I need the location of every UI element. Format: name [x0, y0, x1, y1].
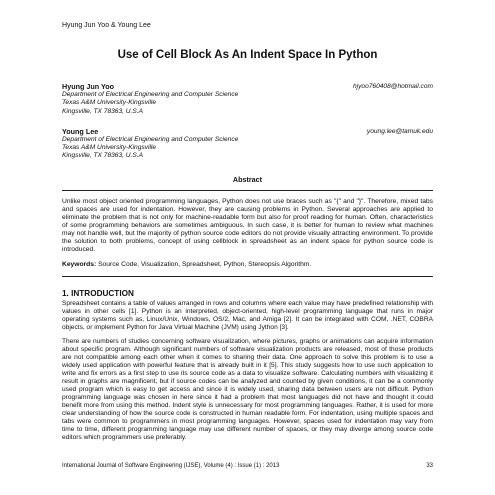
author-affiliation-line: Department of Electrical Engineering and Computer Science	[62, 91, 239, 99]
author-email[interactable]: hjyoo760408@hotmail.com	[352, 83, 433, 90]
author-affiliation-line: Texas A&M University-Kingsville	[62, 144, 157, 152]
divider	[62, 276, 433, 277]
abstract-heading: Abstract	[232, 174, 263, 184]
author-name: Young Lee	[62, 126, 99, 136]
divider	[62, 190, 433, 191]
author-email[interactable]: young.lee@tamuk.edu	[366, 127, 433, 135]
keywords-label: Keywords:	[62, 261, 97, 269]
page-number: 33	[426, 463, 433, 469]
author-name: Hyung Jun Yoo	[62, 82, 115, 91]
keywords-line	[62, 261, 433, 269]
author-block-2	[62, 128, 433, 161]
footer-journal: International Journal of Software Engineering (IJSE), Volume (4) : Issue (1) : 2013	[62, 463, 280, 469]
page-footer	[62, 463, 433, 469]
running-head: Hyung Jun Yoo & Young Lee	[62, 22, 151, 29]
body-paragraph: There are numbers of studies concerning software visualization, where pictures, graphs or animations can acquire information about specific program. Although significant numbers of software visualization products are released, most of those products are not compatible among each other when it comes to sharing their data. One approach to solve this problem is to use a widely used application with powerful feature that is already built in it [5]. This study suggests how to use such application to write and fix errors as a first step to use its source code as a data to visualize software. Calculating numbers with visualizing it result in graphs are magnificent, but if source codes can be analyzed and counted by given conditions, it can be a commonly used program which is easy to get access and since it is widely used, sharing data between users are not difficult. Python programming language was chosen in here since it had a problem that most languages did not have and thought it could benefit more from using this method. Indent style is unnecessary for most programming languages. Rather, it is used for more clear understanding of how the source code is constructed in human readable form. For indentation, using multiple spaces and tabs were common to programmers in most programming languages. However, spaces used for indentation may vary from time to time, different programming language may use different number of spaces, or they may diverge among source code editors which programmers use preferably.	[62, 338, 433, 441]
body-paragraph: Spreadsheet contains a table of values arranged in rows and columns where each value may have predefined relationship with values in other cells [1]. Python is an interpreted, object-oriented, high-level programming language that runs in major operating systems such as, Linux/Unix, Windows, OS/2, Mac, and Amiga [2]. It can be integrated with COM, .NET, COBRA objects, or implement Python for Java Virtual Machine (JVM) using Jython [3].	[62, 300, 433, 332]
author-block-1	[62, 83, 433, 116]
paper-title: Use of Cell Block As An Indent Space In Python	[117, 49, 378, 61]
keywords-text: Source Code, Visualization, Spreadsheet, Python, Stereopsis Algorithm.	[98, 261, 312, 269]
author-affiliation-line: Department of Electrical Engineering and Computer Science	[62, 136, 239, 144]
section-heading: 1. INTRODUCTION	[62, 289, 134, 299]
author-affiliation-line: Texas A&M University-Kingsville	[62, 99, 157, 107]
author-affiliation-line: Kingsville, TX 78363, U.S.A	[62, 107, 143, 115]
author-affiliation-line: Kingsville, TX 78363, U.S.A	[62, 152, 143, 160]
abstract-text: Unlike most object oriented programming languages, Python does not use braces such as "{" and "}". Therefore, mixed tabs and spaces are used for indentation. However, they are causing problems in Python. Several approaches are applied to eliminate the problem that is not only for machine-readable form but also for proof reading for human. Often, characteristics of some programming behaviors are sometimes ambiguous. In such case, it is better for human to review what machines may not handle well, but the majority of python source code editors do not provide visually attracting environment. To provide the solution to both problems, concept of using cellblock in spreadsheet as an indent space for python source code is introduced.	[62, 197, 433, 254]
